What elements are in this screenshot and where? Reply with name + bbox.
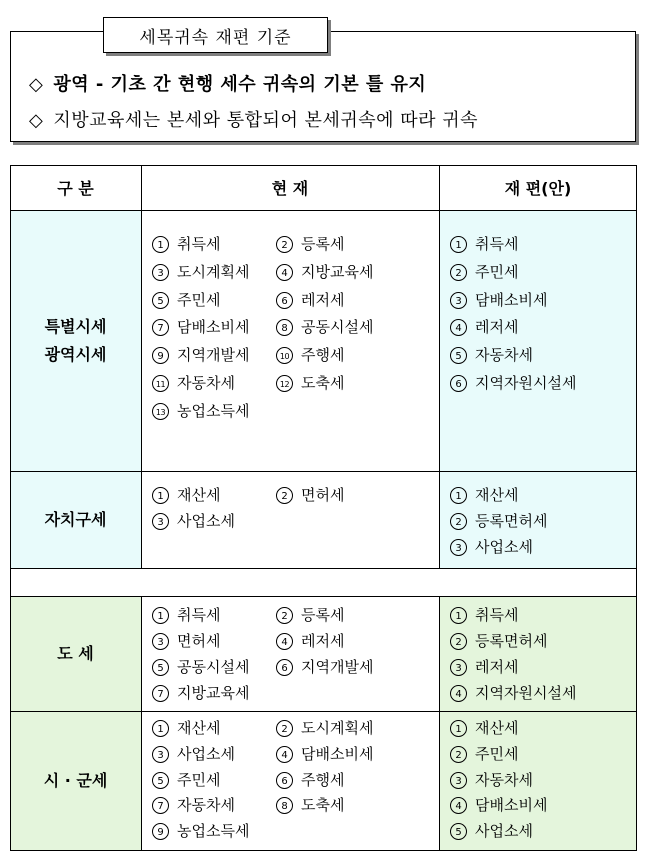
proposed-tax-item xyxy=(450,822,533,840)
circled-number-icon: 3 xyxy=(152,264,169,281)
proposed-tax-item xyxy=(450,374,576,392)
table-divider xyxy=(10,471,637,472)
tax-name: 담배소비세 xyxy=(475,290,548,309)
bullet-principle-1 xyxy=(29,70,426,96)
tax-name: 취득세 xyxy=(475,235,519,253)
current-tax-item xyxy=(276,632,344,650)
current-tax-item xyxy=(152,318,249,336)
circled-number-icon: 5 xyxy=(450,347,467,364)
current-tax-item xyxy=(276,486,344,504)
tax-name: 담배소비세 xyxy=(301,744,374,763)
table-divider xyxy=(141,165,142,569)
proposed-tax-item xyxy=(450,684,576,702)
current-tax-item xyxy=(276,263,373,281)
current-tax-item xyxy=(152,684,249,702)
circled-number-icon: 6 xyxy=(276,772,293,789)
proposed-tax-item xyxy=(450,235,518,253)
circled-number-icon: 4 xyxy=(276,746,293,763)
circled-number-icon: 4 xyxy=(450,685,467,702)
circled-number-icon: 5 xyxy=(152,659,169,676)
circled-number-icon: 1 xyxy=(152,236,169,253)
tax-name: 자동차세 xyxy=(475,346,533,365)
tax-name: 공동시설세 xyxy=(177,658,250,676)
circled-number-icon: 6 xyxy=(450,375,467,392)
circled-number-icon: 2 xyxy=(450,513,467,530)
circled-number-icon: 2 xyxy=(450,746,467,763)
current-tax-item xyxy=(276,658,373,676)
current-tax-item xyxy=(276,606,344,624)
circled-number-icon: 1 xyxy=(152,720,169,737)
tax-name: 주행세 xyxy=(301,770,345,789)
row-label-line: 도 세 xyxy=(57,643,94,663)
circled-number-icon: 7 xyxy=(152,319,169,336)
circled-number-icon: 2 xyxy=(276,487,293,504)
current-tax-item xyxy=(152,822,249,840)
tax-name: 담배소비세 xyxy=(475,796,548,815)
circled-number-icon: 4 xyxy=(276,633,293,650)
tax-name: 지방교육세 xyxy=(177,684,250,702)
tax-reorganization-table xyxy=(10,165,637,851)
tax-name: 자동차세 xyxy=(475,770,533,789)
circled-number-icon: 11 xyxy=(152,375,169,392)
current-tax-item xyxy=(276,291,344,309)
circled-number-icon: 1 xyxy=(450,720,467,737)
proposed-tax-item xyxy=(450,771,533,789)
tax-name: 레저세 xyxy=(301,290,345,309)
circled-number-icon: 3 xyxy=(152,746,169,763)
tax-name: 주민세 xyxy=(177,770,221,789)
tax-name: 도시계획세 xyxy=(301,719,374,737)
current-tax-item xyxy=(152,402,249,420)
current-tax-item xyxy=(152,796,235,814)
circled-number-icon: 6 xyxy=(276,292,293,309)
current-tax-item xyxy=(276,771,344,789)
circled-number-icon: 9 xyxy=(152,823,169,840)
tax-name: 취득세 xyxy=(177,235,221,253)
bullet-text-1: 광역 - 기초 간 현행 세수 귀속의 기본 틀 유지 xyxy=(53,74,427,95)
current-tax-item xyxy=(276,318,373,336)
current-tax-item xyxy=(152,346,249,364)
tax-name: 면허세 xyxy=(301,486,345,504)
tax-name: 사업소세 xyxy=(475,538,533,556)
diamond-icon: ◇ xyxy=(29,74,44,95)
tax-name: 등록면허세 xyxy=(475,512,548,530)
current-tax-item xyxy=(152,658,249,676)
current-tax-item xyxy=(152,486,220,504)
circled-number-icon: 4 xyxy=(450,797,467,814)
current-tax-item xyxy=(152,235,220,253)
proposed-tax-item xyxy=(450,346,533,364)
proposed-tax-item xyxy=(450,512,547,530)
circled-number-icon: 5 xyxy=(152,292,169,309)
circled-number-icon: 8 xyxy=(276,319,293,336)
table-divider xyxy=(636,165,637,851)
circled-number-icon: 9 xyxy=(152,347,169,364)
header-proposed: 재 편(안) xyxy=(504,179,572,198)
header-current: 현 재 xyxy=(271,179,309,198)
proposed-tax-item xyxy=(450,658,518,676)
circled-number-icon: 1 xyxy=(152,607,169,624)
row-label xyxy=(10,711,141,851)
tax-name: 자동차세 xyxy=(177,374,235,392)
current-tax-item xyxy=(276,719,373,737)
current-tax-item xyxy=(152,632,220,650)
tax-name: 지역자원시설세 xyxy=(475,684,577,702)
circled-number-icon: 2 xyxy=(450,633,467,650)
current-tax-item xyxy=(152,374,235,392)
circled-number-icon: 3 xyxy=(450,772,467,789)
current-tax-item xyxy=(152,606,220,624)
tax-name: 재산세 xyxy=(475,719,519,737)
circled-number-icon: 3 xyxy=(450,292,467,309)
row-label xyxy=(10,210,141,471)
circled-number-icon: 8 xyxy=(276,797,293,814)
circled-number-icon: 2 xyxy=(276,720,293,737)
current-tax-item xyxy=(152,263,249,281)
table-divider xyxy=(439,165,440,569)
tax-name: 주민세 xyxy=(177,290,221,309)
tax-name: 재산세 xyxy=(177,486,221,504)
tax-name: 주민세 xyxy=(475,744,519,763)
circled-number-icon: 7 xyxy=(152,685,169,702)
circled-number-icon: 1 xyxy=(152,487,169,504)
tax-name: 지역개발세 xyxy=(301,658,374,676)
circled-number-icon: 13 xyxy=(152,403,169,420)
current-tax-item xyxy=(276,235,344,253)
circled-number-icon: 5 xyxy=(450,823,467,840)
table-divider xyxy=(10,568,637,569)
tax-name: 사업소세 xyxy=(177,744,235,763)
bullet-text-2: 지방교육세는 본세와 통합되어 본세귀속에 따라 귀속 xyxy=(53,110,478,131)
tax-name: 지방교육세 xyxy=(301,262,374,281)
bullet-principle-2 xyxy=(29,106,478,132)
current-tax-item xyxy=(152,771,220,789)
tax-name: 취득세 xyxy=(475,606,519,624)
tax-name: 자동차세 xyxy=(177,796,235,815)
circled-number-icon: 12 xyxy=(276,375,293,392)
circled-number-icon: 3 xyxy=(152,633,169,650)
circled-number-icon: 6 xyxy=(276,659,293,676)
table-divider xyxy=(439,596,440,851)
circled-number-icon: 2 xyxy=(276,607,293,624)
tax-name: 면허세 xyxy=(177,632,221,650)
tax-name: 등록세 xyxy=(301,606,345,624)
current-tax-item xyxy=(276,745,373,763)
circled-number-icon: 2 xyxy=(450,264,467,281)
tax-name: 사업소세 xyxy=(475,822,533,841)
circled-number-icon: 7 xyxy=(152,797,169,814)
current-tax-item xyxy=(152,745,235,763)
tax-name: 주민세 xyxy=(475,262,519,281)
diamond-icon: ◇ xyxy=(29,110,44,131)
proposed-tax-item xyxy=(450,291,547,309)
tax-name: 도시계획세 xyxy=(177,262,250,281)
row-label-line: 특별시세 xyxy=(44,316,107,336)
page-title: 세목귀속 재편 기준 xyxy=(103,17,328,53)
current-tax-item xyxy=(152,512,235,530)
tax-name: 도축세 xyxy=(301,374,345,392)
current-tax-item xyxy=(276,374,344,392)
circled-number-icon: 2 xyxy=(276,236,293,253)
tax-name: 주행세 xyxy=(301,346,345,365)
tax-name: 재산세 xyxy=(177,719,221,737)
current-tax-item xyxy=(276,796,344,814)
tax-name: 지역자원시설세 xyxy=(475,374,577,392)
proposed-tax-item xyxy=(450,745,518,763)
circled-number-icon: 5 xyxy=(152,772,169,789)
table-divider xyxy=(141,596,142,851)
tax-name: 레저세 xyxy=(475,318,519,337)
tax-name: 농업소득세 xyxy=(177,401,250,420)
table-divider xyxy=(10,711,637,712)
circled-number-icon: 1 xyxy=(450,236,467,253)
circled-number-icon: 3 xyxy=(450,539,467,556)
proposed-tax-item xyxy=(450,263,518,281)
tax-name: 사업소세 xyxy=(177,512,235,530)
table-divider xyxy=(10,165,637,166)
proposed-tax-item xyxy=(450,606,518,624)
circled-number-icon: 3 xyxy=(152,513,169,530)
tax-name: 레저세 xyxy=(301,632,345,650)
tax-name: 담배소비세 xyxy=(177,318,250,337)
current-tax-item xyxy=(276,346,344,364)
table-divider xyxy=(10,850,637,851)
current-tax-item xyxy=(152,719,220,737)
tax-name: 취득세 xyxy=(177,606,221,624)
circled-number-icon: 10 xyxy=(276,347,293,364)
tax-name: 농업소득세 xyxy=(177,822,250,841)
tax-name: 도축세 xyxy=(301,796,345,815)
circled-number-icon: 1 xyxy=(450,607,467,624)
table-divider xyxy=(10,165,11,851)
table-divider xyxy=(10,596,637,597)
current-tax-item xyxy=(152,291,220,309)
tax-name: 지역개발세 xyxy=(177,346,250,365)
row-label-line: 광역시세 xyxy=(44,344,107,364)
circled-number-icon: 1 xyxy=(450,487,467,504)
circled-number-icon: 3 xyxy=(450,659,467,676)
proposed-tax-item xyxy=(450,796,547,814)
header-category: 구 분 xyxy=(57,179,94,198)
row-label-line: 시 · 군세 xyxy=(43,771,108,790)
tax-name: 등록면허세 xyxy=(475,632,548,650)
proposed-tax-item xyxy=(450,538,533,556)
proposed-tax-item xyxy=(450,719,518,737)
table-divider xyxy=(10,210,637,211)
circled-number-icon: 4 xyxy=(276,264,293,281)
row-label-line: 자치구세 xyxy=(44,509,107,529)
tax-name: 등록세 xyxy=(301,235,345,253)
proposed-tax-item xyxy=(450,632,547,650)
tax-name: 공동시설세 xyxy=(301,318,374,337)
proposed-tax-item xyxy=(450,318,518,336)
proposed-tax-item xyxy=(450,486,518,504)
tax-name: 재산세 xyxy=(475,486,519,504)
circled-number-icon: 4 xyxy=(450,319,467,336)
tax-name: 레저세 xyxy=(475,658,519,676)
row-label xyxy=(10,471,141,568)
row-label xyxy=(10,596,141,711)
